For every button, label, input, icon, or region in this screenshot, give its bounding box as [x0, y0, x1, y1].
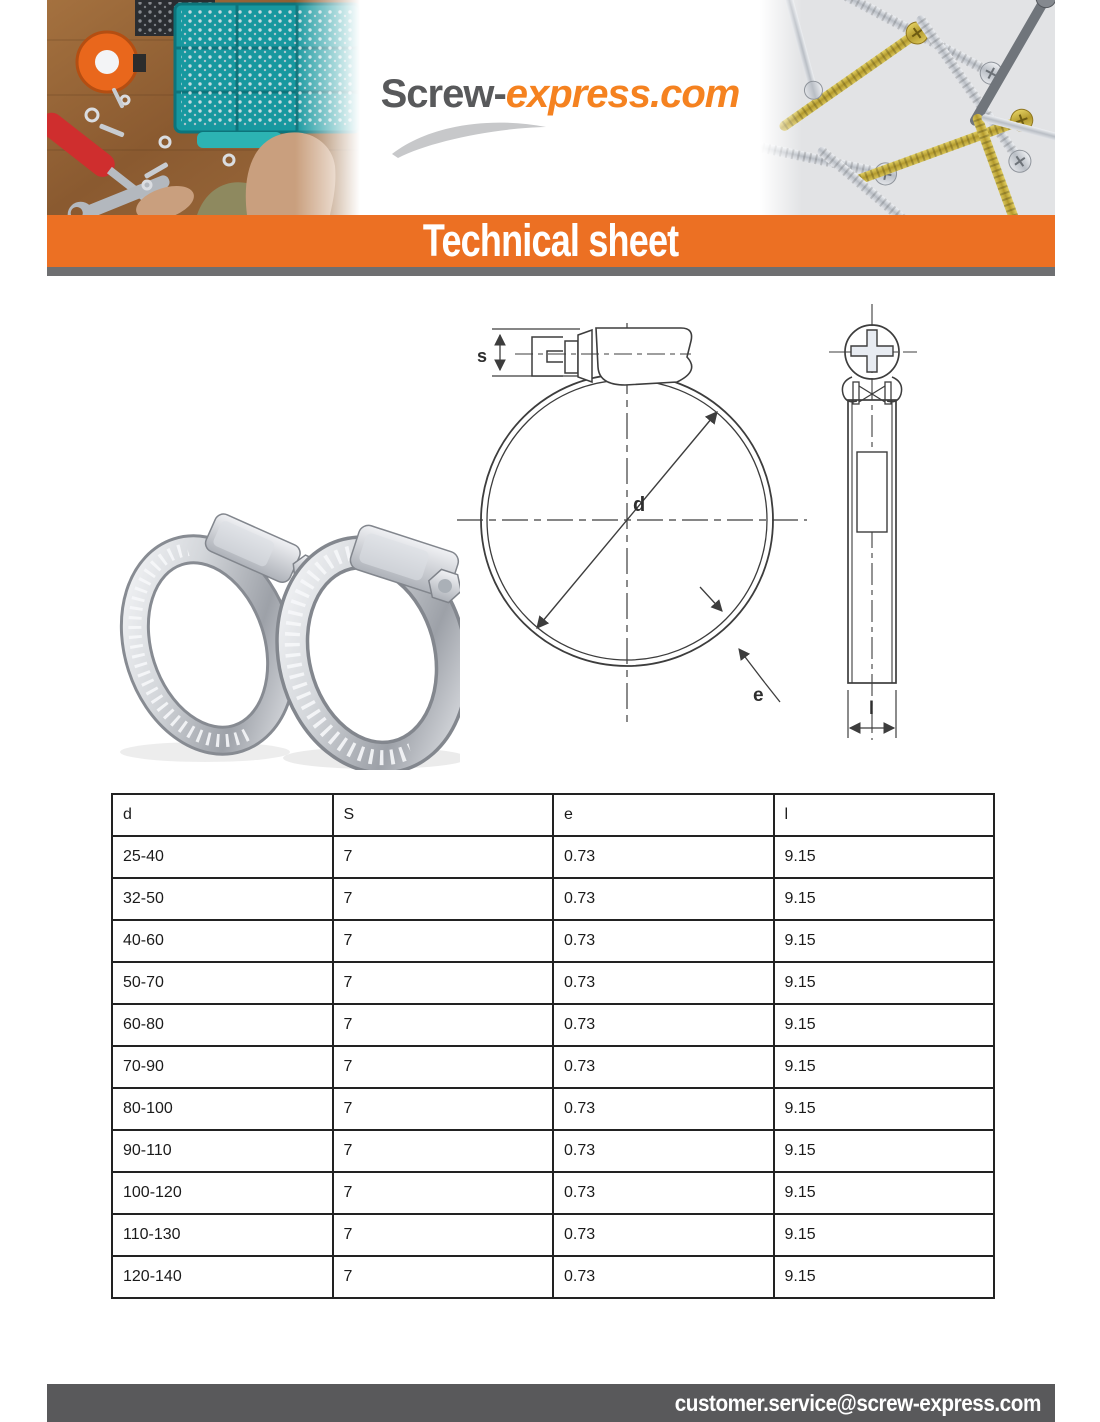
drawing-screw-housing [492, 328, 692, 385]
table-row [112, 836, 994, 878]
table-cell: 0.73 [553, 920, 774, 962]
footer-email: customer.service@screw-express.com [674, 1390, 1041, 1416]
brand-logo-primary: Screw- [380, 72, 506, 116]
table-cell: 7 [333, 1088, 554, 1130]
table-row [112, 1256, 994, 1298]
table-row [112, 1130, 994, 1172]
table-cell: 25-40 [112, 836, 333, 878]
table-cell: 50-70 [112, 962, 333, 1004]
table-cell: 0.73 [553, 1088, 774, 1130]
table-row [112, 1088, 994, 1130]
table-cell: 32-50 [112, 878, 333, 920]
table-cell: 7 [333, 1172, 554, 1214]
table-cell: 7 [333, 1004, 554, 1046]
title-banner [47, 215, 1055, 267]
table-cell: 0.73 [553, 1046, 774, 1088]
table-cell: 0.73 [553, 1172, 774, 1214]
table-cell: 120-140 [112, 1256, 333, 1298]
table-cell: 9.15 [774, 1256, 995, 1298]
table-cell: 7 [333, 1214, 554, 1256]
col-header-l: l [774, 794, 995, 836]
table-cell: 0.73 [553, 962, 774, 1004]
header-photo-workbench [47, 0, 360, 215]
table-cell: 0.73 [553, 878, 774, 920]
brand-logo [360, 72, 760, 117]
table-cell: 9.15 [774, 1130, 995, 1172]
table-cell: 0.73 [553, 836, 774, 878]
technical-drawing-side [825, 300, 955, 745]
table-cell: 9.15 [774, 1046, 995, 1088]
table-cell: 7 [333, 1256, 554, 1298]
table-cell: 9.15 [774, 836, 995, 878]
table-cell: 0.73 [553, 1130, 774, 1172]
dimension-label-s: s [477, 346, 488, 366]
table-cell: 9.15 [774, 878, 995, 920]
table-row [112, 878, 994, 920]
dimension-label-e: e [753, 685, 764, 706]
table-cell: 9.15 [774, 1088, 995, 1130]
table-cell: 70-90 [112, 1046, 333, 1088]
table-cell: 7 [333, 878, 554, 920]
table-cell: 7 [333, 1046, 554, 1088]
header-photo-screws [760, 0, 1055, 215]
col-header-e: e [553, 794, 774, 836]
col-header-S: S [333, 794, 554, 836]
table-row [112, 1004, 994, 1046]
col-header-d: d [112, 794, 333, 836]
table-row [112, 1046, 994, 1088]
table-cell: 7 [333, 1130, 554, 1172]
thickness-callout [700, 587, 780, 702]
table-cell: 100-120 [112, 1172, 333, 1214]
brand-logo-secondary: express.com [505, 72, 740, 116]
footer-bar [47, 1384, 1055, 1422]
table-cell: 9.15 [774, 920, 995, 962]
table-cell: 90-110 [112, 1130, 333, 1172]
table-header-row [112, 794, 994, 836]
table-cell: 7 [333, 962, 554, 1004]
spec-table [111, 793, 995, 1299]
logo-swoosh [388, 116, 553, 162]
table-cell: 40-60 [112, 920, 333, 962]
table-row [112, 920, 994, 962]
table-cell: 60-80 [112, 1004, 333, 1046]
banner-underline-strip [47, 267, 1055, 276]
table-cell: 0.73 [553, 1214, 774, 1256]
table-cell: 7 [333, 920, 554, 962]
table-cell: 9.15 [774, 1214, 995, 1256]
table-cell: 0.73 [553, 1256, 774, 1298]
table-row [112, 962, 994, 1004]
table-row [112, 1172, 994, 1214]
dimension-label-d: d [633, 494, 646, 516]
title-banner-text: Technical sheet [423, 215, 679, 266]
table-cell: 9.15 [774, 1172, 995, 1214]
table-cell: 80-100 [112, 1088, 333, 1130]
table-cell: 9.15 [774, 1004, 995, 1046]
hose-clamps-photo [100, 470, 460, 770]
technical-drawing-front [455, 305, 815, 735]
table-cell: 0.73 [553, 1004, 774, 1046]
spec-table-body [112, 836, 994, 1298]
dimension-label-l: l [869, 698, 875, 718]
table-cell: 9.15 [774, 962, 995, 1004]
table-cell: 7 [333, 836, 554, 878]
table-cell: 110-130 [112, 1214, 333, 1256]
table-row [112, 1214, 994, 1256]
